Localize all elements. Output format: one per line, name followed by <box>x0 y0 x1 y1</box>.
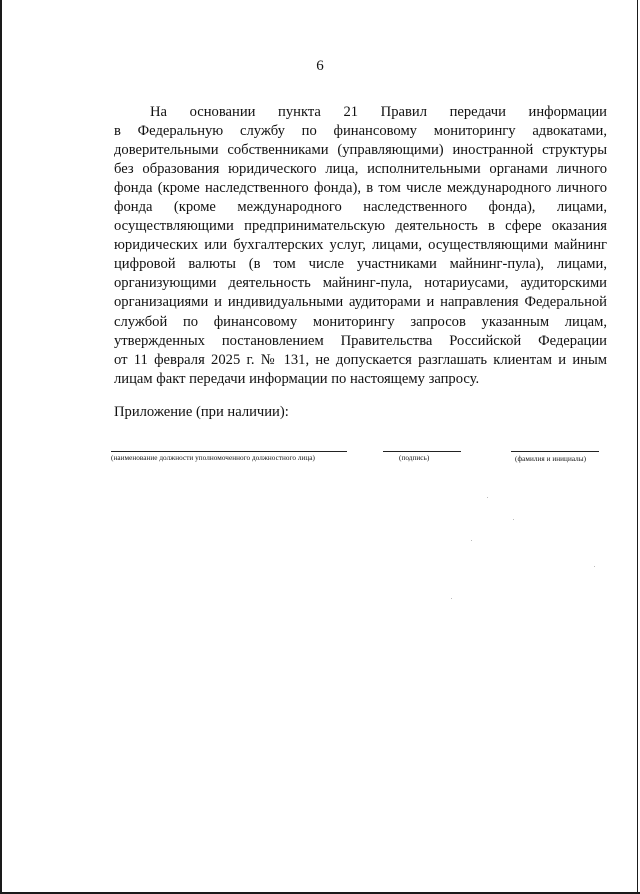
body-paragraph <box>114 103 607 389</box>
appendix-label: Приложение (при наличии): <box>114 404 289 420</box>
paragraph-line: от 11 февраля 2025 г. № 131, не допускается разглашать клиентам и иным <box>114 351 607 368</box>
paragraph-line: осуществляющими предпринимательскую деятельность в сфере оказания <box>114 218 607 235</box>
scan-edge-right <box>637 0 638 894</box>
name-caption: (фамилия и инициалы) <box>515 455 587 463</box>
scan-speck <box>451 598 452 599</box>
paragraph-line: службой по финансовому мониторингу запросов указанным лицам, <box>114 313 607 330</box>
paragraph-line: в Федеральную службу по финансовому мониторингу адвокатами, <box>114 123 607 140</box>
paragraph-line: организациями и индивидуальными аудиторами и направления Федеральной <box>114 294 607 311</box>
paragraph-line: доверительными собственниками (управляющими) иностранной структуры <box>114 142 607 159</box>
scan-edge-left <box>0 0 2 894</box>
scan-speck <box>513 519 514 520</box>
paragraph-line: фонда (кроме международного наследственного фонда), лицами, <box>114 199 607 216</box>
scan-speck <box>471 540 472 541</box>
paragraph-line: цифровой валюты (в том числе участниками майнинг-пула), лицами, <box>114 256 607 273</box>
scan-speck <box>487 497 488 498</box>
paragraph-line: фонда (кроме наследственного фонда), в том числе международного личного <box>114 180 607 197</box>
page-number: 6 <box>316 58 324 74</box>
paragraph-line: утвержденных постановлением Правительства Российской Федерации <box>114 332 607 349</box>
paragraph-line: лицам факт передачи информации по настоящему запросу. <box>114 370 480 387</box>
signature-caption: (подпись) <box>399 454 430 462</box>
paragraph-line: без образования юридического лица, исполнительными органами личного <box>114 161 607 178</box>
scan-speck <box>594 566 595 567</box>
position-caption: (наименование должности уполномоченного должностного лица) <box>111 454 315 462</box>
paragraph-line: На основании пункта 21 Правил передачи информации <box>150 104 607 120</box>
paragraph-line: организующими деятельность майнинг-пула, нотариусами, аудиторскими <box>114 275 607 292</box>
signature-line <box>383 451 461 452</box>
name-signature-line <box>511 451 599 452</box>
position-signature-line <box>111 451 347 452</box>
paragraph-line: юридических или бухгалтерских услуг, лицами, осуществляющими майнинг <box>114 237 607 254</box>
